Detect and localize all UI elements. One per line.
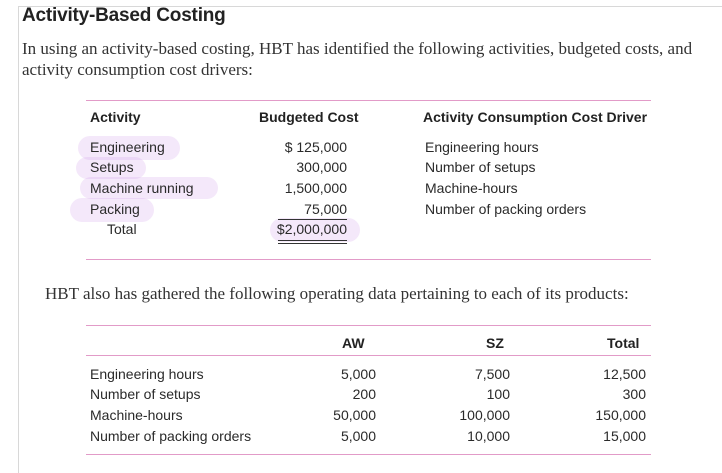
table2-total-cell: 12,500 [603,366,646,382]
table2-sz-cell: 10,000 [467,428,510,444]
operating-data-paragraph: HBT also has gathered the following operating data pertaining to each of its products: [45,284,629,303]
table2-label-cell: Number of packing orders [90,428,252,444]
table1-activity-cell: Engineering [90,139,165,155]
page-frame-left [18,6,19,473]
table1-total-double-rule [278,243,347,244]
table2-total-cell: 15,000 [603,428,646,444]
table2-aw-cell: 50,000 [333,407,376,423]
table1-cost-cell: $ 125,000 [284,139,347,155]
table1-header-budgeted-cost: Budgeted Cost [259,109,359,125]
table2-total-cell: 300 [622,386,646,402]
table2-total-cell: 150,000 [595,407,646,423]
table1-driver-cell: Machine-hours [425,180,518,196]
table1-cost-cell: 1,500,000 [284,180,347,196]
table2-aw-cell: 200 [352,386,376,402]
table2-sz-cell: 100 [486,386,510,402]
table1-top-rule [86,100,651,101]
table1-header-cost-driver: Activity Consumption Cost Driver [423,109,648,125]
table2-header-total: Total [607,335,640,351]
table2-top-rule [86,325,651,326]
table1-total-label: Total [107,221,137,237]
intro-paragraph: In using an activity-based costing, HBT has identified the following activities, budgeted costs, and activity consumption cost drivers: [22,39,693,79]
table2-sz-cell: 7,500 [474,366,510,382]
table1-activity-cell: Packing [90,201,140,217]
table1-bottom-rule [86,259,651,260]
table2-label-cell: Number of setups [90,386,201,402]
table1-activity-cell: Machine running [90,180,194,196]
table1-cost-cell: 75,000 [304,201,347,217]
table2-header-aw: AW [342,335,365,351]
table2-label-cell: Machine-hours [90,407,183,423]
table2-aw-cell: 5,000 [340,366,376,382]
table1-total-double-rule [278,240,347,241]
table1-activity-cell: Setups [90,159,134,175]
table1-header-activity: Activity [90,109,141,125]
table2-header-sz: SZ [486,335,504,351]
table2-aw-cell: 5,000 [340,428,376,444]
table1-driver-cell: Number of setups [425,159,536,175]
table2-header-rule [86,355,651,356]
table2-bottom-rule [86,454,651,455]
table1-driver-cell: Engineering hours [425,139,539,155]
table1-driver-cell: Number of packing orders [425,201,587,217]
table1-total-cost: $2,000,000 [276,221,347,237]
table2-sz-cell: 100,000 [459,407,510,423]
page-title: Activity-Based Costing [22,5,226,26]
table2-label-cell: Engineering hours [90,366,204,382]
table1-cost-cell: 300,000 [296,159,347,175]
